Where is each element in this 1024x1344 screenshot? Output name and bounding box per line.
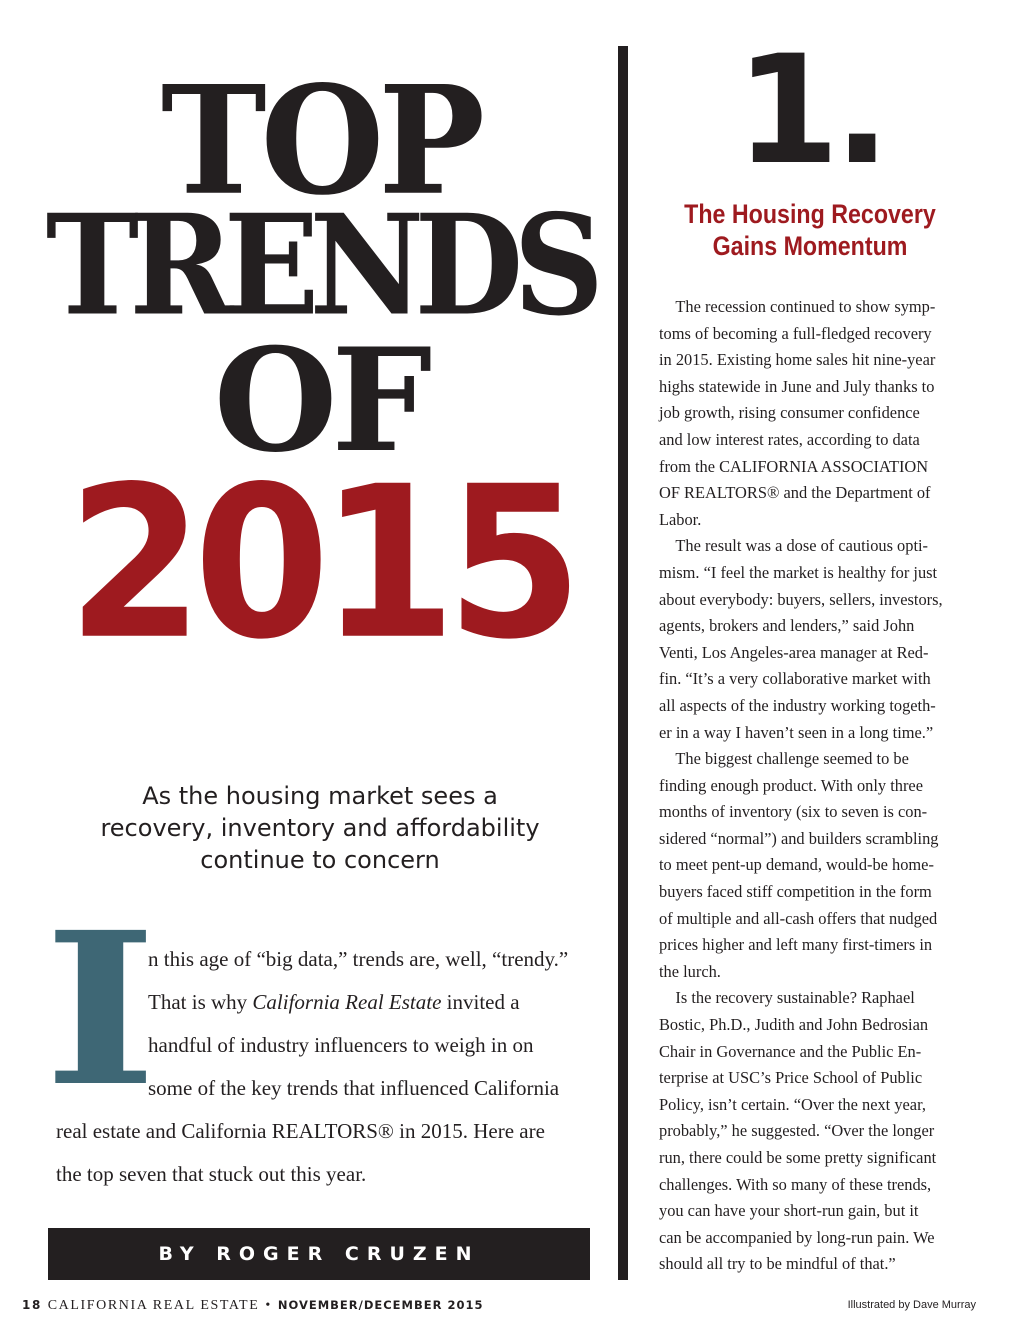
article-line: toms of becoming a full-fledged recovery xyxy=(659,323,932,343)
article-line: sidered “normal”) and builders scrambling xyxy=(659,828,939,848)
article-body xyxy=(659,294,963,1278)
article-line: probably,” he suggested. “Over the longer xyxy=(659,1121,935,1141)
page-number: 18 xyxy=(22,1298,48,1312)
article-line: prices higher and left many first-timers in xyxy=(659,935,933,955)
column-divider xyxy=(618,46,628,1280)
article-line: the lurch. xyxy=(659,961,721,981)
bullet-separator: • xyxy=(265,1298,272,1313)
article-line: job growth, rising consumer confidence xyxy=(659,403,920,423)
article-line: in 2015. Existing home sales hit nine-year xyxy=(659,350,936,370)
article-line: finding enough product. With only three xyxy=(659,775,923,795)
article-line: can be accompanied by long-run pain. We xyxy=(659,1227,935,1247)
publication-name: CALIFORNIA REAL ESTATE xyxy=(47,1298,260,1313)
article-line: from the CALIFORNIA ASSOCIATION xyxy=(659,456,929,476)
article-line: and low interest rates, according to data xyxy=(659,429,920,449)
headline-line-of: OF xyxy=(213,318,427,484)
article-line: agents, brokers and lenders,” said John xyxy=(659,616,915,636)
intro-line: handful of industry influencers to weigh in on xyxy=(148,1033,534,1057)
article-line: OF REALTORS® and the Department of xyxy=(659,483,931,503)
deck-line: As the housing market sees a xyxy=(142,782,498,810)
article-line: months of inventory (six to seven is con- xyxy=(659,802,928,822)
byline-bar: BY ROGER CRUZEN xyxy=(48,1228,590,1280)
deck-line: continue to concern xyxy=(200,846,440,874)
intro-line: n this age of “big data,” trends are, well, “trendy.” xyxy=(148,947,569,971)
article-line: Labor. xyxy=(659,509,702,529)
article-line: er in a way I haven’t seen in a long time.” xyxy=(659,722,934,742)
section-heading-line: The Housing Recovery xyxy=(684,199,936,229)
article-line: Chair in Governance and the Public En- xyxy=(659,1041,922,1061)
headline-line-trends: TRENDS xyxy=(45,185,595,347)
headline-year: 2015 xyxy=(67,442,573,686)
article-line: should all try to be mindful of that.” xyxy=(659,1254,896,1274)
deck-subtitle xyxy=(60,780,580,876)
section-heading xyxy=(681,198,939,262)
article-line: terprise at USC’s Price School of Public xyxy=(659,1068,923,1088)
article-line: The result was a dose of cautious opti- xyxy=(659,536,929,556)
article-line: buyers faced stiff competition in the form xyxy=(659,882,932,902)
article-line: challenges. With so many of these trends, xyxy=(659,1174,932,1194)
page-footer xyxy=(22,1298,483,1314)
trend-number: 1. xyxy=(735,24,885,198)
intro-line: the top seven that stuck out this year. xyxy=(56,1162,367,1186)
intro-paragraph xyxy=(56,938,582,1196)
intro-line xyxy=(56,981,582,1024)
article-line: Bostic, Ph.D., Judith and John Bedrosian xyxy=(659,1015,929,1035)
intro-text: invited a xyxy=(441,990,520,1014)
drop-cap: I xyxy=(44,886,157,1133)
article-line: run, there could be some pretty significant xyxy=(659,1148,937,1167)
intro-text: That is why xyxy=(148,990,253,1014)
article-line: all aspects of the industry working togeth- xyxy=(659,695,936,715)
article-line: you can have your short-run gain, but it xyxy=(659,1201,919,1221)
article-line: about everybody: buyers, sellers, investors, xyxy=(659,589,943,609)
article-line: to meet pent-up demand, would-be home- xyxy=(659,855,934,875)
headline xyxy=(40,54,600,686)
article-line: The recession continued to show symp- xyxy=(659,297,936,316)
headline-line-top: TOP xyxy=(160,54,480,229)
article-line: highs statewide in June and July thanks to xyxy=(659,376,935,396)
intro-line: real estate and California REALTORS® in 2015. Here are xyxy=(56,1119,545,1143)
illustration-credit: Illustrated by Dave Murray xyxy=(847,1299,976,1311)
intro-line: some of the key trends that influenced California xyxy=(148,1076,560,1100)
issue-date: NOVEMBER/DECEMBER 2015 xyxy=(277,1298,484,1312)
article-line: of multiple and all-cash offers that nudged xyxy=(659,908,938,928)
article-line: fin. “It’s a very collaborative market with xyxy=(659,669,931,689)
article-line: The biggest challenge seemed to be xyxy=(659,749,909,769)
section-heading-line: Gains Momentum xyxy=(712,231,908,261)
article-line: Is the recovery sustainable? Raphael xyxy=(659,988,915,1008)
article-line: Policy, isn’t certain. “Over the next year, xyxy=(659,1094,926,1114)
magazine-title-italic: California Real Estate xyxy=(252,990,442,1014)
article-line: mism. “I feel the market is healthy for just xyxy=(659,562,938,582)
article-line: Venti, Los Angeles-area manager at Red- xyxy=(659,642,929,662)
deck-line: recovery, inventory and affordability xyxy=(100,814,540,842)
